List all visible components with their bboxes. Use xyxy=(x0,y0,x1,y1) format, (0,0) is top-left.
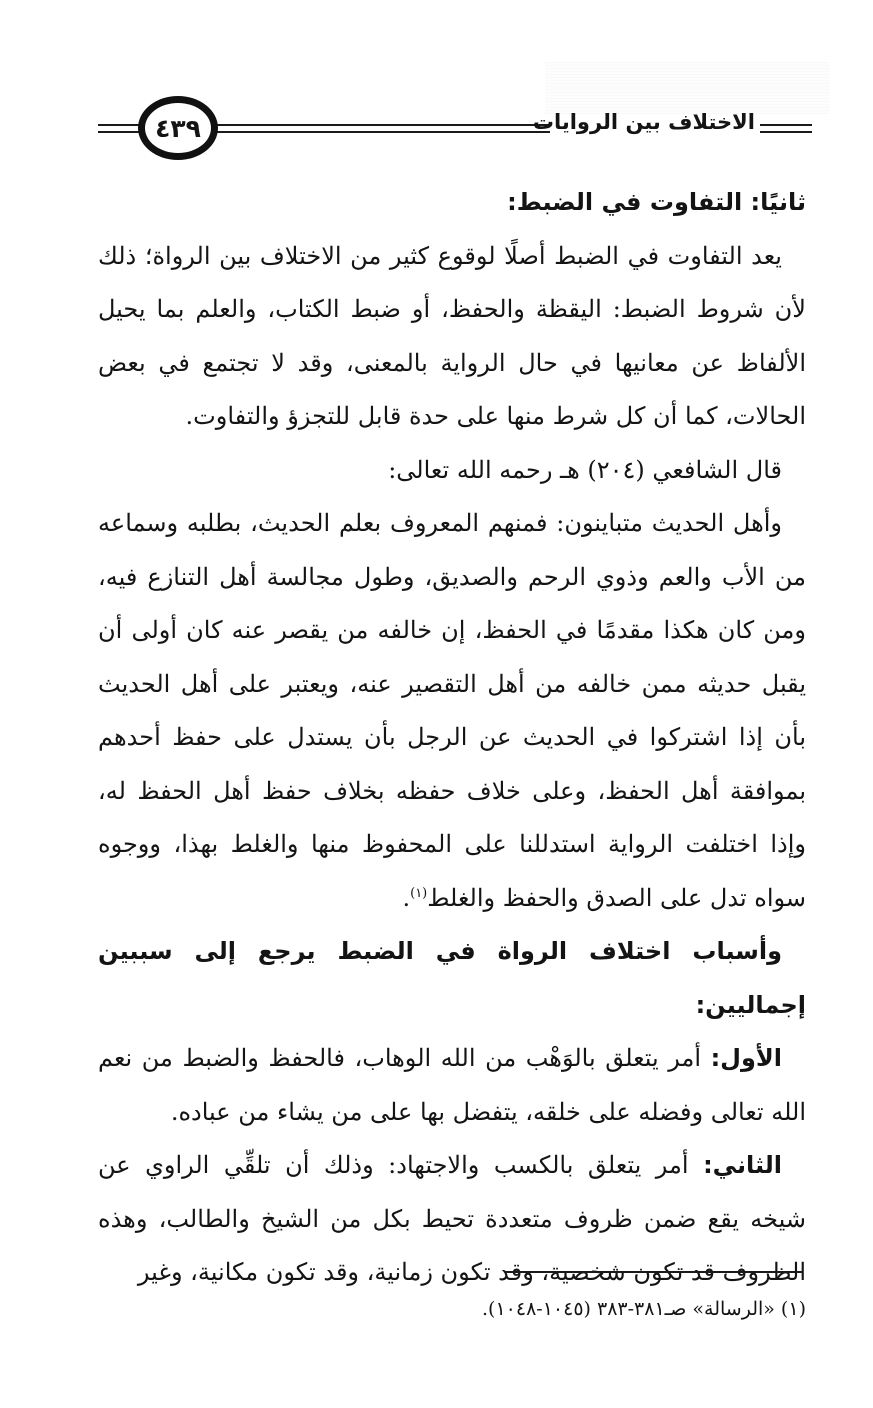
footnote-separator xyxy=(505,1271,803,1273)
header-rule xyxy=(215,124,550,126)
header-rule xyxy=(760,131,812,133)
page-number-text: ٤٣٩ xyxy=(155,113,201,143)
header-rule xyxy=(760,124,812,126)
lead-word: الأول: xyxy=(710,1044,782,1072)
quote-text: وأهل الحديث متباينون: فمنهم المعروف بعلم الحديث، بطلبه وسماعه من الأب والعم وذوي الرحم والصديق، وطول مجالسة أهل التنازع فيه، ومن كان هكذا مقدمًا في الحفظ، إن خالفه من يقصر عنه كان أولى أن يقبل حديثه ممن خالفه من أهل التقصير عنه، ويعتبر على أهل الحديث بأن إذا اشتركوا في الحديث عن الرجل بأن يستدل على حفظ أحدهم بموافقة أهل الحفظ، وعلى خلاف حفظه بخلاف حفظ أهل الحفظ له، وإذا اختلفت الرواية استدللنا على المحفوظ منها والغلط بهذا، ووجوه سواه تدل على الصدق والحفظ والغلط xyxy=(98,509,807,912)
quote-paragraph xyxy=(98,497,806,925)
page-number xyxy=(138,96,218,160)
quote-end: . xyxy=(402,883,411,912)
footnote-ref: (١) xyxy=(410,885,428,901)
subheading: وأسباب اختلاف الرواة في الضبط يرجع إلى سببين إجماليين: xyxy=(98,937,806,1019)
paragraph-first-cause xyxy=(98,1032,806,1139)
section-heading: ثانيًا: التفاوت في الضبط: xyxy=(507,188,806,216)
lead-word: الثاني: xyxy=(703,1151,782,1179)
paragraph-text: أمر يتعلق بالكسب والاجتهاد: وذلك أن تلقِّي الراوي عن شيخه يقع ضمن ظروف متعددة تحيط بكل من الشيخ والطالب، وهذه الظروف قد تكون شخصية، وقد تكون زمانية، وقد تكون مكانية، وغير xyxy=(98,1151,806,1286)
header-rule xyxy=(215,131,550,133)
paragraph-second-cause xyxy=(98,1139,806,1300)
paragraph-text: أمر يتعلق بالوَهْب من الله الوهاب، فالحفظ والضبط من نعم الله تعالى وفضله على خلقه، يتفضل بها على من يشاء من عباده. xyxy=(98,1044,806,1126)
paragraph: يعد التفاوت في الضبط أصلًا لوقوع كثير من الاختلاف بين الرواة؛ ذلك لأن شروط الضبط: اليقظة والحفظ، أو ضبط الكتاب، والعلم بما يحيل الألفاظ عن معانيها في حال الرواية بالمعنى، وقد لا تجتمع في بعض الحالات، كما أن كل شرط منها على حدة قابل للتجزؤ والتفاوت. xyxy=(98,241,806,430)
footnote: (١) «الرسالة» صـ٣٨١-٣٨٣ (١٠٤٥-١٠٤٨). xyxy=(482,1298,806,1320)
main-text xyxy=(98,176,806,1300)
running-title: الاختلاف بين الروايات xyxy=(532,110,755,134)
quote-intro: قال الشافعي (٢٠٤) هـ رحمه الله تعالى: xyxy=(388,455,782,484)
running-header xyxy=(0,90,873,170)
